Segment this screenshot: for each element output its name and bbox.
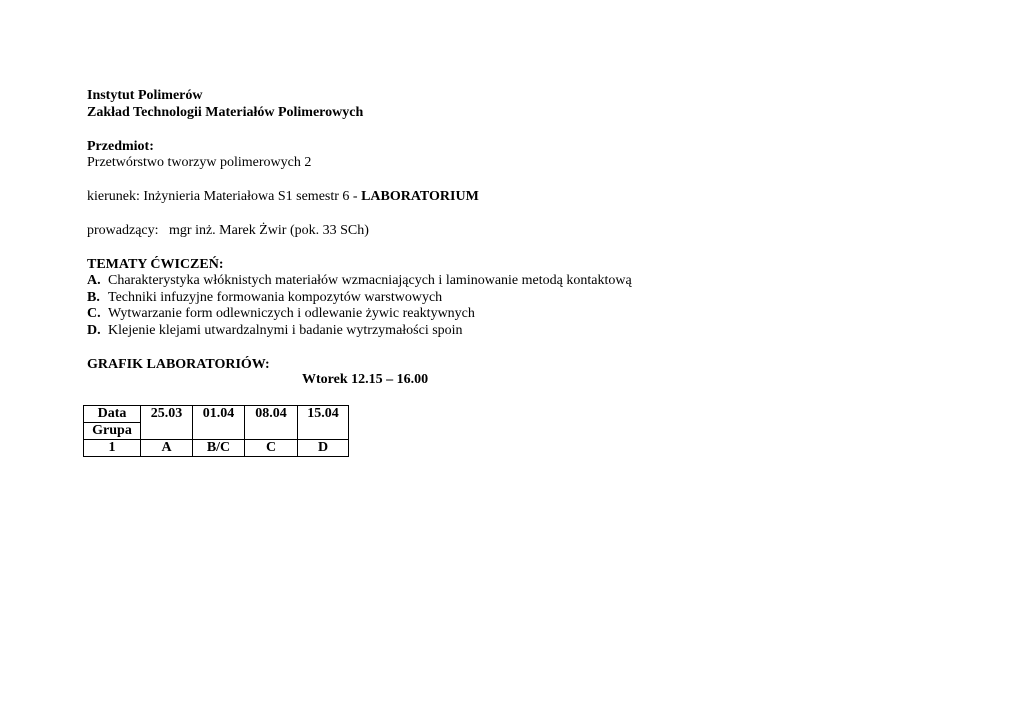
topic-letter: C. [87, 306, 101, 321]
schedule-day: Wtorek 12.15 – 16.00 [302, 372, 429, 387]
assignment-cell: D [298, 440, 349, 457]
table-row [84, 440, 349, 457]
course-line [87, 188, 479, 205]
topic-item [87, 289, 442, 306]
group-number-cell: 1 [84, 440, 141, 457]
topic-text: Wytwarzanie form odlewniczych i odlewanie żywic reaktywnych [108, 306, 475, 321]
assignment-cell: B/C [193, 440, 245, 457]
topic-item [87, 305, 475, 322]
group-label-cell: Grupa [84, 423, 141, 440]
topic-item [87, 322, 463, 339]
topic-letter: D. [87, 323, 101, 338]
date-cell: 15.04 [298, 406, 349, 440]
topic-text: Charakterystyka włóknistych materiałów wzmacniających i laminowanie metodą kontaktową [108, 273, 632, 288]
date-cell: 25.03 [141, 406, 193, 440]
schedule-table [83, 405, 349, 457]
schedule-heading: GRAFIK LABORATORIÓW: [87, 357, 270, 372]
instructor-name: mgr inż. Marek Żwir (pok. 33 SCh) [169, 223, 369, 238]
course-prefix: kierunek: Inżynieria Materiałowa S1 semestr 6 - [87, 189, 362, 204]
date-cell: 01.04 [193, 406, 245, 440]
topics-heading: TEMATY ĆWICZEŃ: [87, 257, 224, 272]
subject-name: Przetwórstwo tworzyw polimerowych 2 [87, 155, 312, 170]
department-name: Zakład Technologii Materiałów Polimerowych [87, 105, 364, 120]
topic-text: Techniki infuzyjne formowania kompozytów warstwowych [108, 290, 443, 305]
assignment-cell: C [245, 440, 298, 457]
subject-label: Przedmiot: [87, 139, 154, 154]
assignment-cell: A [141, 440, 193, 457]
date-cell: 08.04 [245, 406, 298, 440]
instructor-label: prowadzący: [87, 223, 159, 238]
table-row [84, 406, 349, 423]
instructor-line [87, 222, 369, 239]
date-label-cell: Data [84, 406, 141, 423]
topic-letter: A. [87, 273, 101, 288]
institute-name: Instytut Polimerów [87, 88, 203, 103]
topic-text: Klejenie klejami utwardzalnymi i badanie wytrzymałości spoin [108, 323, 463, 338]
course-type: LABORATORIUM [361, 189, 479, 204]
topic-letter: B. [87, 290, 100, 305]
topic-item [87, 272, 632, 289]
